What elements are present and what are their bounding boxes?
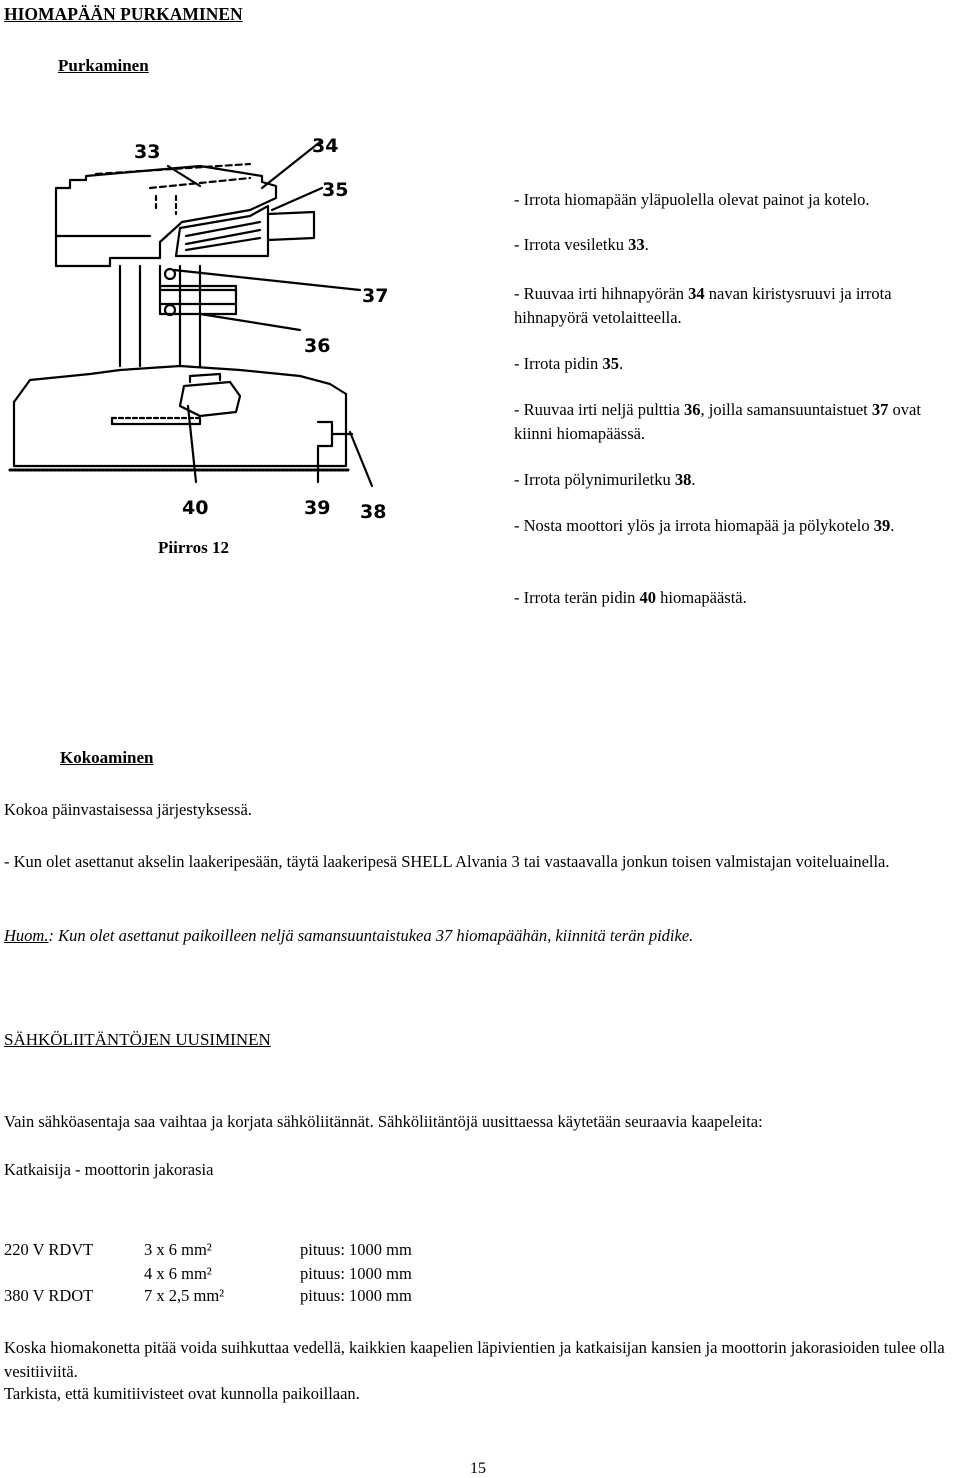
- electrical-heading: SÄHKÖLIITÄNTÖJEN UUSIMINEN: [4, 1030, 271, 1049]
- page-title: HIOMAPÄÄN PURKAMINEN: [4, 4, 243, 24]
- cable-row: [4, 1240, 604, 1262]
- cable-length: pituus: 1000 mm: [300, 1264, 412, 1283]
- assembly-note: Huom.: Kun olet asettanut paikoilleen neljä samansuuntaistukea 37 hiomapäähän, kiinnitä terän pidike.: [4, 926, 694, 945]
- electrical-check: Tarkista, että kumitiivisteet ovat kunnolla paikoillaan.: [4, 1384, 360, 1403]
- step-7: - Nosta moottori ylös ja irrota hiomapää ja pölykotelo 39.: [514, 516, 895, 535]
- cable-section: 3 x 6 mm²: [144, 1240, 212, 1259]
- callout-36: 36: [304, 335, 331, 357]
- callout-39: 39: [304, 497, 331, 519]
- callout-38: 38: [360, 501, 387, 523]
- callout-40: 40: [182, 497, 209, 519]
- disassembly-heading: Purkaminen: [58, 56, 149, 75]
- cable-length: pituus: 1000 mm: [300, 1286, 412, 1305]
- step-5: - Ruuvaa irti neljä pulttia 36, joilla samansuuntaistuet 37 ovat kiinni hiomapäässä.: [514, 400, 921, 443]
- step-8: - Irrota terän pidin 40 hiomapäästä.: [514, 588, 747, 607]
- cable-row: [4, 1286, 604, 1308]
- step-2: - Irrota vesiletku 33.: [514, 235, 649, 254]
- callout-37: 37: [362, 285, 389, 307]
- step-6: - Irrota pölynimuriletku 38.: [514, 470, 696, 489]
- callout-35: 35: [322, 179, 349, 201]
- cable-voltage: 380 V RDOT: [4, 1286, 94, 1305]
- step-3: - Ruuvaa irti hihnapyörän 34 navan kiristysruuvi ja irrota hihnapyörä vetolaitteella.: [514, 284, 892, 327]
- cable-row: [4, 1264, 604, 1286]
- page-number: 15: [470, 1460, 486, 1477]
- step-1: - Irrota hiomapään yläpuolella olevat painot ja kotelo.: [514, 190, 870, 209]
- electrical-sealing: Koska hiomakonetta pitää voida suihkuttaa vedellä, kaikkien kaapelien läpivientien ja katkaisijan kansien ja moottorin jakorasioiden tulee olla vesitiiviitä.: [4, 1338, 945, 1381]
- cable-length: pituus: 1000 mm: [300, 1240, 412, 1259]
- electrical-subheading: Katkaisija - moottorin jakorasia: [4, 1160, 214, 1179]
- callout-34: 34: [312, 135, 339, 157]
- electrical-intro: Vain sähköasentaja saa vaihtaa ja korjata sähköliitännät. Sähköliitäntöjä uusittaessa käytetään seuraavia kaapeleita:: [4, 1112, 763, 1131]
- step-4: - Irrota pidin 35.: [514, 354, 624, 373]
- cable-section: 7 x 2,5 mm²: [144, 1286, 225, 1305]
- figure-caption: Piirros 12: [158, 538, 229, 557]
- assembly-intro: Kokoa päinvastaisessa järjestyksessä.: [4, 800, 252, 819]
- cable-voltage: 220 V RDVT: [4, 1240, 94, 1259]
- assembly-bearing: - Kun olet asettanut akselin laakeripesään, täytä laakeripesä SHELL Alvania 3 tai vastaavalla jonkun toisen valmistajan voiteluainella.: [4, 852, 890, 871]
- cable-section: 4 x 6 mm²: [144, 1264, 212, 1283]
- disassembly-steps: [514, 0, 954, 620]
- callout-33: 33: [134, 141, 161, 163]
- sander-head-drawing: [0, 126, 400, 526]
- assembly-heading: Kokoaminen: [60, 748, 154, 767]
